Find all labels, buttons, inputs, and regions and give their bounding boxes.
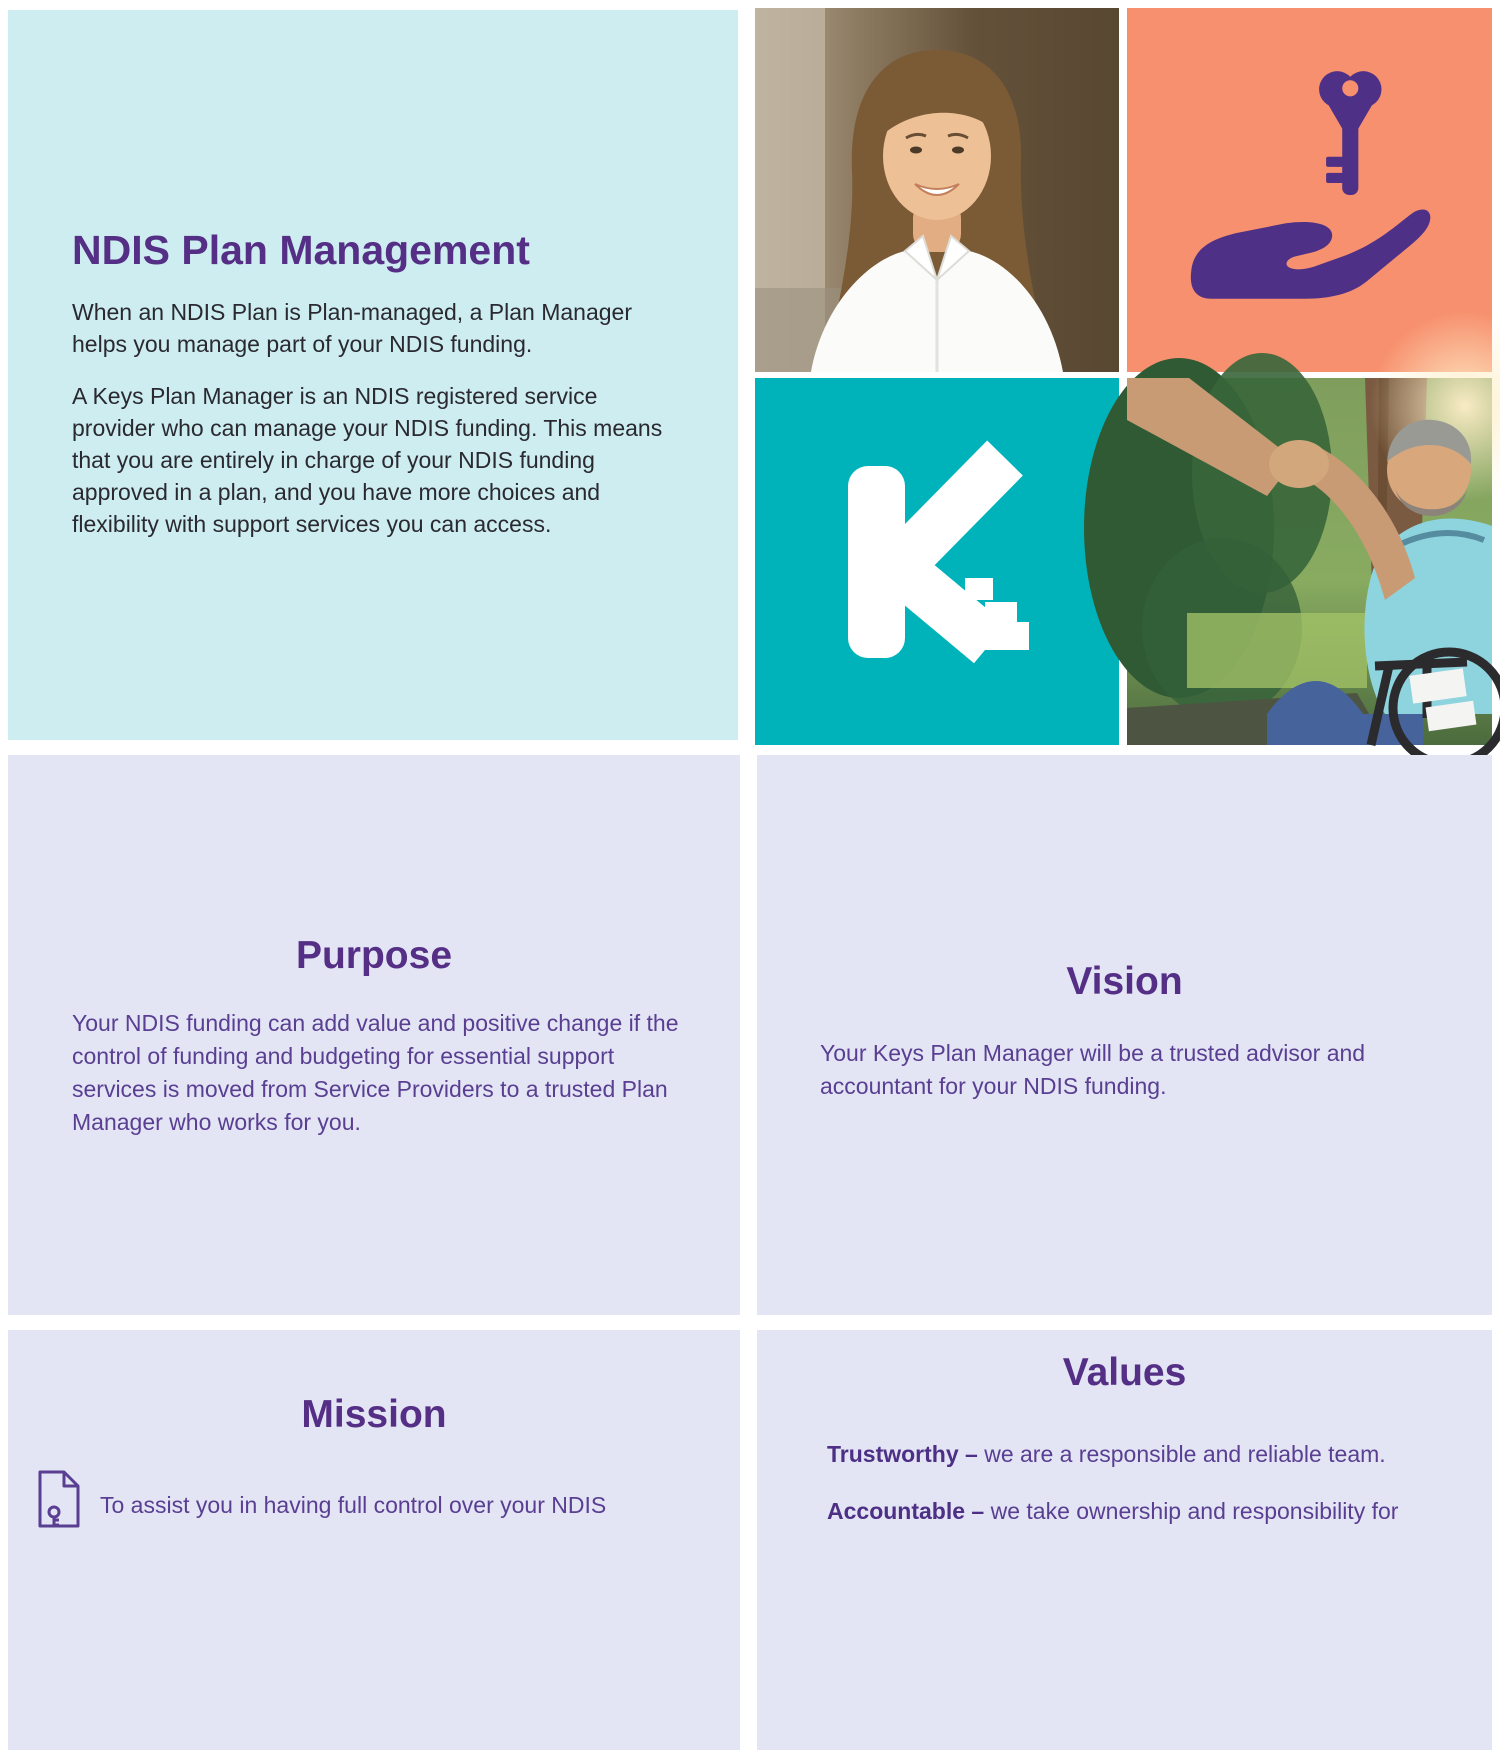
support-wheelchair-photo <box>1127 378 1492 745</box>
mission-title: Mission <box>301 1393 447 1436</box>
keys-k-logo <box>755 378 1119 745</box>
value-desc: we take ownership and responsibility for <box>990 1498 1399 1524</box>
document-plan-icon <box>36 1470 82 1528</box>
mission-item <box>36 1466 700 1545</box>
value-term: Accountable – <box>827 1498 985 1524</box>
purpose-body: Your NDIS funding can add value and positive change if the control of funding and budgeting for essential support services is moved from Service Providers to a trusted Plan Manager who works for you. <box>72 1010 679 1135</box>
values-title: Values <box>1062 1351 1187 1394</box>
intro-paragraph-2: A Keys Plan Manager is an NDIS registered service provider who can manage your NDIS funding. This means that you are entirely in charge of your NDIS funding approved in a plan, and you have more choices and flexibility with support services you can access. <box>72 383 663 537</box>
purpose-title: Purpose <box>295 934 453 977</box>
vision-title: Vision <box>1066 960 1183 1003</box>
values-panel <box>757 1330 1492 1750</box>
mission-body: To assist you in having full control over your NDIS <box>100 1492 607 1518</box>
vision-panel <box>757 755 1492 1315</box>
page-title: NDIS Plan Management <box>72 227 530 273</box>
purpose-panel <box>8 755 740 1315</box>
intro-panel <box>8 10 738 740</box>
intro-paragraph-1: When an NDIS Plan is Plan-managed, a Plan Manager helps you manage part of your NDIS funding. <box>72 299 632 357</box>
plan-manager-photo <box>755 8 1119 372</box>
mission-panel <box>8 1330 740 1750</box>
value-term: Trustworthy – <box>827 1441 978 1467</box>
support-wheelchair-photo-art <box>1127 378 1492 745</box>
value-item-trustworthy <box>827 1438 1456 1471</box>
hand-holding-key-icon <box>1179 44 1441 336</box>
vision-body: Your Keys Plan Manager will be a trusted advisor and accountant for your NDIS funding. <box>820 1040 1366 1099</box>
value-item-accountable <box>827 1495 1456 1528</box>
keys-k-logo-tile <box>755 378 1119 745</box>
value-desc: we are a responsible and reliable team. <box>984 1441 1386 1467</box>
plan-manager-photo-art <box>755 8 1119 372</box>
